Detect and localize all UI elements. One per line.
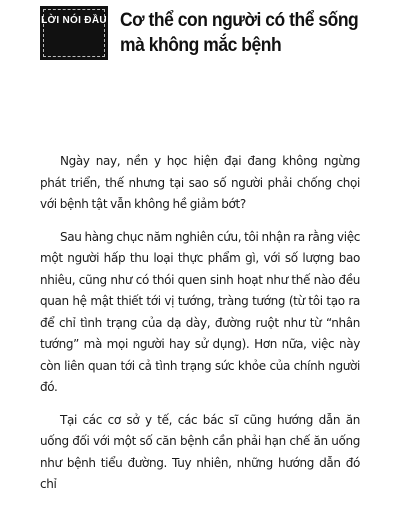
chapter-title-line-2: mà không mắc bệnh [120, 35, 282, 56]
paragraph-2: Sau hàng chục năm nghiên cứu, tôi nhận ra rằng việc một người hấp thu loại thực phẩm gì, với số lượng bao nhiêu, cũng như có thói quen sinh hoạt như thế nào đều quan hệ mật thiết tới vị tướng, tràng tướng (từ tôi tạo ra để chỉ tình trạng của dạ dày, đường ruột như từ “nhân tướng” mà mọi người hay sử dụng). Hơn nữa, việc này còn liên quan tới cả tình trạng sức khỏe của chính người đó. [40, 229, 360, 394]
chapter-header [40, 6, 370, 64]
body-text [40, 151, 360, 507]
chapter-title [120, 8, 359, 58]
preface-badge [40, 6, 108, 60]
paragraph-3: Tại các cơ sở y tế, các bác sĩ cũng hướng dẫn ăn uống đối với một số căn bệnh cần phải hạn chế ăn uống như bệnh tiểu đường. Tuy nhiên, những hướng dẫn đó chỉ [40, 412, 360, 491]
chapter-title-line-1: Cơ thể con người có thể sống [120, 10, 359, 31]
paragraph-1: Ngày nay, nền y học hiện đại đang không ngừng phát triển, thế nhưng tại sao số người phải chống chọi với bệnh tật vẫn không hề giảm bớt? [40, 154, 360, 211]
preface-badge-label: LỜI NÓI ĐẦU [41, 15, 107, 26]
